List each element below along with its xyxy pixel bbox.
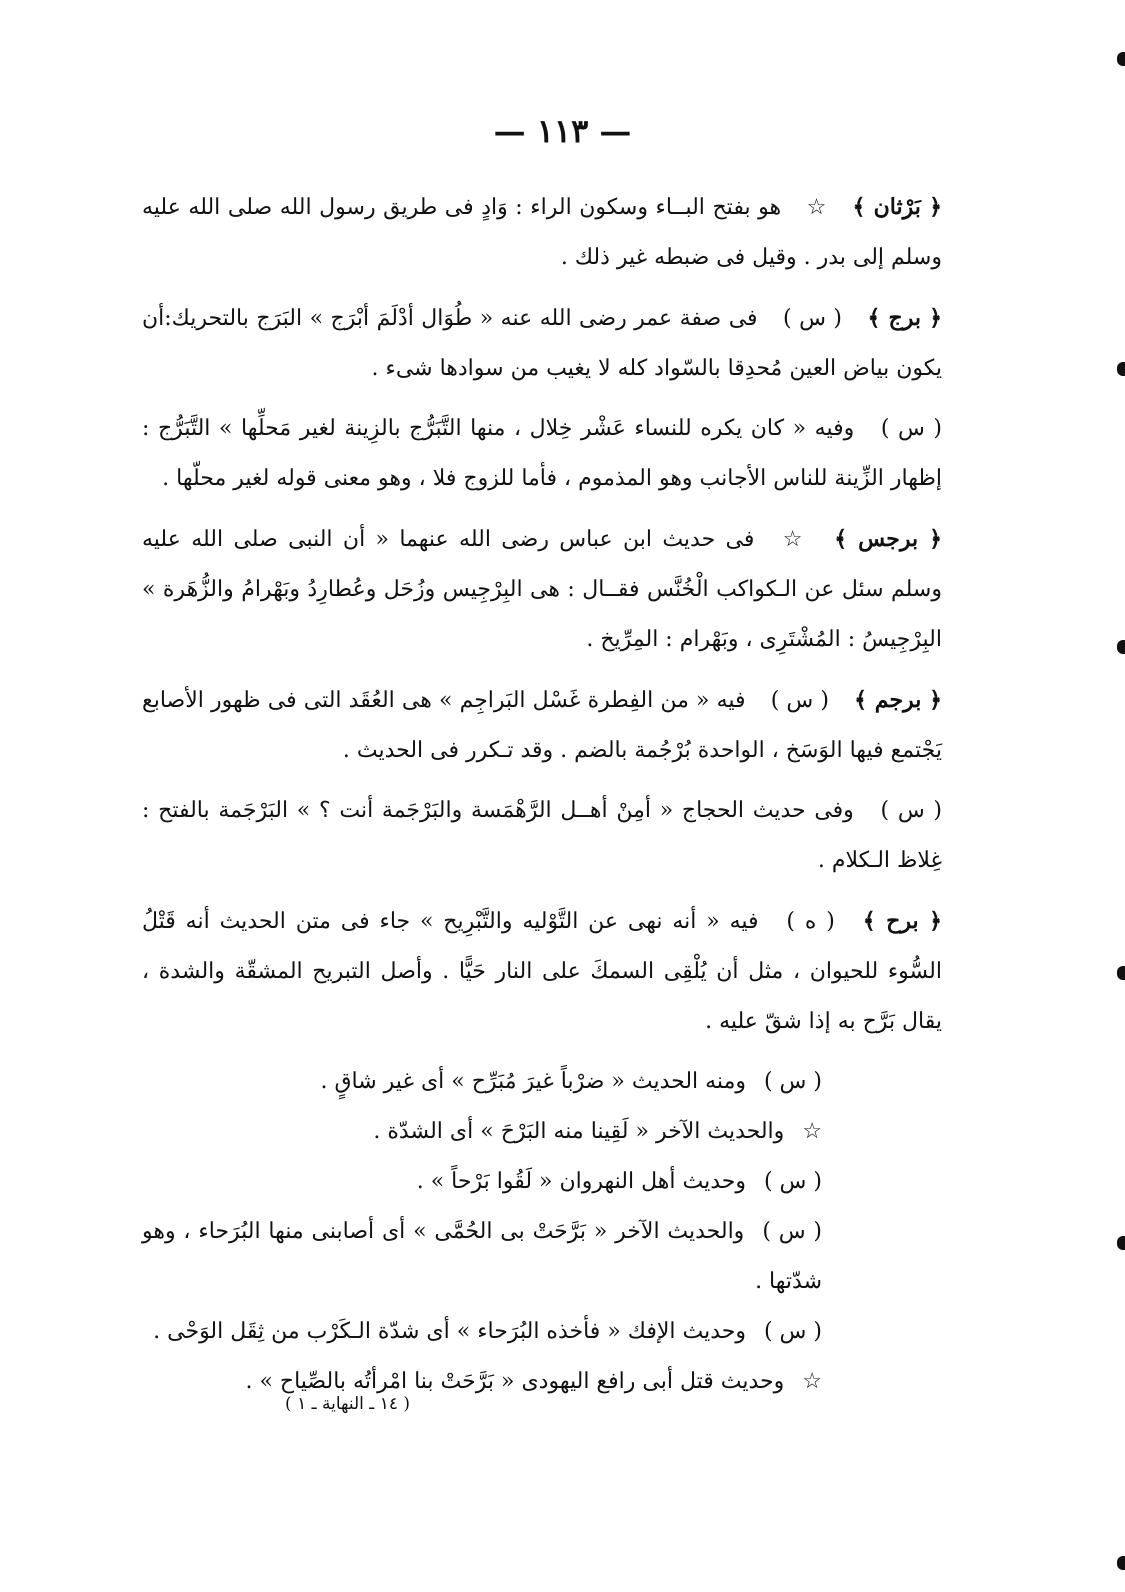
entry-text: فيه « أنه نهى عن التَّوْليه والتَّبْرِيح » جاء فى متن الحديث أنه قَتْلُ السُّوء للحيوان ، مثل أن يُلْقِى السمكَ على النار حَيًّا . وأصل التبريح المشقّة والشدة ، يقال بَرَّح به إذا شقّ عليه .: [142, 909, 942, 1034]
entry-barjas: [142, 514, 942, 665]
quote-text: وحديث أهل النهروان « لَقُوا بَرْحاً » .: [416, 1169, 746, 1194]
entry-text: هو بفتح البــاء وسكون الراء : وَادٍ فى طريق رسول الله صلى الله عليه وسلم إلى بدر . وقيل فى ضبطه غير ذلك .: [142, 195, 942, 270]
binding-edge-mark: [1117, 52, 1125, 66]
entry-barh: [142, 896, 942, 1047]
entry-barj-subentry: [142, 404, 942, 504]
binding-edge-mark: [1117, 640, 1125, 654]
entry-headword: ﴿ برجس ﴾: [834, 526, 943, 552]
source-mark: ( س ): [770, 688, 829, 713]
quote-text: والحديث الآخر « لَقِينا منه البَرْحَ » أى الشدّة .: [373, 1119, 785, 1144]
hadith-quote: [142, 1157, 942, 1207]
source-mark: ( س ): [762, 1219, 822, 1244]
entry-headword: ﴿ بَرْثان ﴾: [852, 194, 943, 220]
source-mark: ( س ): [880, 416, 943, 441]
quote-text: ومنه الحديث « ضرْباً غيرَ مُبَرِّح » أى غير شاقٍ .: [320, 1069, 746, 1094]
hadith-quote: [142, 1107, 942, 1157]
source-mark: ☆: [782, 527, 806, 552]
entry-barjam-subentry: [142, 786, 942, 886]
main-text: [142, 182, 942, 1407]
quote-text: وحديث الإفك « فأخذه البُرَحاء » أى شدّة الـكَرْب من ثِقَل الوَحْى .: [153, 1319, 746, 1344]
hadith-quote-list: [142, 1057, 942, 1407]
entry-barj: [142, 293, 942, 394]
source-mark: ☆: [806, 195, 827, 220]
source-mark: ( س ): [783, 306, 843, 331]
source-mark: ☆: [802, 1369, 822, 1394]
source-mark: ☆: [802, 1119, 822, 1144]
binding-edge-mark: [1117, 1556, 1125, 1570]
entry-text: وفيه « كان يكره للنساء عَشْر خِلال ، منها التَّبَرُّج بالزِينة لغير مَحلِّها » التَّبَرُّج : إظهار الزِّينة للناس الأجانب وهو المذموم ، فأما للزوج فلا ، وهو معنى قوله لغير محلّها .: [142, 416, 942, 491]
entry-text: وفى حديث الحجاج « أمِنْ أهــل الرَّهْمَسة والبَرْجَمة أنت ؟ » البَرْجَمة بالفتح : غِلاظ الـكلام .: [142, 798, 942, 873]
source-mark: ( ه ): [786, 909, 835, 934]
source-mark: ( س ): [763, 1319, 822, 1344]
source-mark: ( س ): [880, 798, 942, 823]
hadith-quote: [142, 1057, 942, 1107]
entry-headword: ﴿ برجم ﴾: [854, 687, 943, 713]
binding-edge-mark: [1117, 1236, 1125, 1250]
source-mark: ( س ): [763, 1069, 822, 1094]
hadith-quote: [142, 1307, 942, 1357]
page-number: — ١١٣ —: [493, 112, 632, 150]
signature-mark: ( ١٤ ـ النهاية ـ ١ ): [285, 1394, 410, 1414]
hadith-quote: [142, 1207, 942, 1307]
entry-headword: ﴿ برج ﴾: [867, 305, 943, 331]
entry-text: فى حديث ابن عباس رضى الله عنهما « أن النبى صلى الله عليه وسلم سئل عن الـكواكب الْخُنَّس فقــال : هى البِرْجِيس وزُحَل وعُطارِدُ وبَهْرامُ والزُّهَرة » البِرْجِيسُ : المُشْتَرِى ، وبَهْرام : المِرِّيخ .: [142, 527, 942, 652]
quote-text: وحديث قتل أبى رافع اليهودى « بَرَّحَتْ بنا امْرأتُه بالصِّياح » .: [245, 1369, 785, 1394]
binding-edge-mark: [1117, 362, 1125, 376]
quote-text: والحديث الآخر « بَرَّحَتْ بى الحُمَّى » أى أصابنى منها البُرَحاء ، وهو شدّتها .: [142, 1219, 822, 1294]
entry-text: فيه « من الفِطرة غَسْل البَراجِم » هى العُقَد التى فى ظهور الأصابع يَجْتمع فيها الوَسَخ ، الواحدة بُرْجُمة بالضم . وقد تـكرر فى الحديث .: [142, 688, 942, 763]
binding-edge-mark: [1117, 966, 1125, 980]
entry-text: فى صفة عمر رضى الله عنه « طُوَال أدْلَمَ أبْرَج » البَرَج بالتحريك:أن يكون بياض العين مُحدِقا بالسّواد كله لا يغيب من سوادها شىء .: [142, 306, 942, 381]
entry-headword: ﴿ برح ﴾: [862, 908, 943, 934]
entry-barjam: [142, 675, 942, 776]
source-mark: ( س ): [763, 1169, 822, 1194]
entry-barthan: [142, 182, 942, 283]
